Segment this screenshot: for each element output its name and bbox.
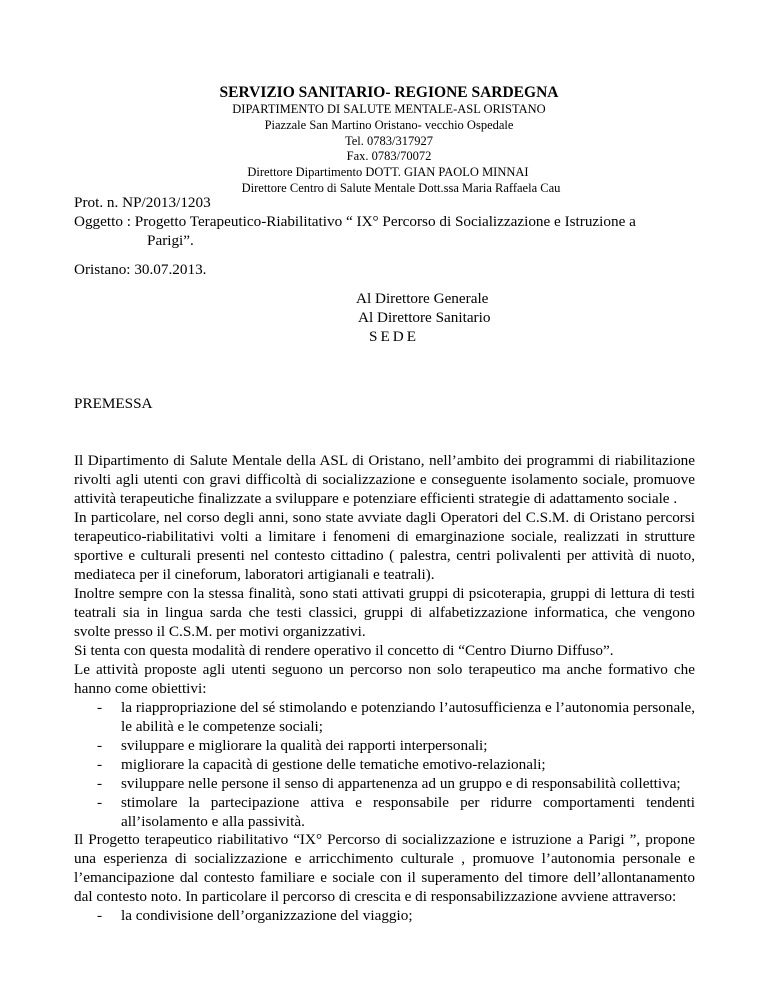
- dash-bullet: -: [97, 907, 103, 924]
- list-item: - sviluppare e migliorare la qualità dei rapporti interpersonali;: [97, 737, 488, 754]
- addressee-health-director: Al Direttore Sanitario: [358, 309, 491, 326]
- dash-bullet: -: [97, 794, 103, 811]
- document-date: Oristano: 30.07.2013.: [74, 261, 207, 278]
- department-director: Direttore Dipartimento DOTT. GIAN PAOLO MINNAI: [247, 165, 529, 180]
- body-text-2: [74, 830, 695, 925]
- body-text: [74, 451, 695, 831]
- list-item: - migliorare la capacità di gestione delle tematiche emotivo-relazionali;: [97, 756, 546, 773]
- address-line: Piazzale San Martino Oristano- vecchio Ospedale: [264, 117, 514, 132]
- fax-line: Fax. 0783/70072: [346, 149, 432, 164]
- paragraph-4: Si tenta con questa modalità di rendere operativo il concetto di “Centro Diurno Diffuso”.: [74, 642, 614, 659]
- department-name: DIPARTIMENTO DI SALUTE MENTALE-ASL ORISTANO: [232, 102, 546, 116]
- dash-bullet: -: [97, 775, 103, 792]
- paragraph-1: Il Dipartimento di Salute Mentale della ASL di Oristano, nell’ambito dei programmi di riabilitazione rivolti agli utenti con gravi difficoltà di socializzazione e conseguente isolamento sociale, promuove attività terapeutiche finalizzate a sviluppare e potenziare efficienti strategie di adattamento sociale .: [74, 452, 695, 507]
- telephone-line: Tel. 0783/317927: [344, 133, 433, 148]
- dash-bullet: -: [97, 737, 103, 754]
- list-item: - la condivisione dell’organizzazione del viaggio;: [97, 907, 413, 924]
- dash-bullet: -: [97, 699, 103, 716]
- section-title: PREMESSA: [74, 395, 153, 412]
- protocol-number: Prot. n. NP/2013/1203: [74, 194, 211, 211]
- objectives-list: [74, 698, 695, 831]
- paragraph-5: Le attività proposte agli utenti seguono un percorso non solo terapeutico ma anche formativo che hanno come obiettivi:: [74, 661, 695, 697]
- organization-name: SERVIZIO SANITARIO- REGIONE SARDEGNA: [219, 84, 559, 101]
- paragraph-2: In particolare, nel corso degli anni, sono state avviate dagli Operatori del C.S.M. di Oristano percorsi terapeutico-riabilitativi volti a limitare i fenomeni di emarginazione sociale, realizzati in strutture sportive e culturali presenti nel contesto cittadino ( palestra, centri polivalenti per attività di nuoto, mediateca per il cineforum, laboratori artigianali e teatrali).: [74, 509, 695, 583]
- addressee-general-director: Al Direttore Generale: [356, 290, 489, 307]
- list-item: - sviluppare nelle persone il senso di appartenenza ad un gruppo e di responsabilità collettiva;: [97, 775, 681, 792]
- dash-bullet: -: [97, 756, 103, 773]
- subject: [74, 212, 714, 250]
- addressee-block: [356, 289, 490, 346]
- subject-line-1: Oggetto : Progetto Terapeutico-Riabilitativo “ IX° Percorso di Socializzazione e Istruzione a: [74, 213, 636, 230]
- subject-line-2: Parigi”.: [147, 232, 194, 249]
- list-item: - stimolare la partecipazione attiva e responsabile per ridurre comportamenti tendenti all’isolamento e alla passività.: [97, 794, 695, 830]
- paragraph-6: Il Progetto terapeutico riabilitativo “IX° Percorso di socializzazione e istruzione a Parigi ”, propone una esperienza di socializzazione e arricchimento culturale , promuove l’autonomia personale e l’emancipazione dal contesto familiare e sociale con il superamento del timore dell’allontanamento dal contesto noto. In particolare il percorso di crescita e di responsabilizzazione avviene attraverso:: [74, 831, 695, 905]
- paragraph-3: Inoltre sempre con la stessa finalità, sono stati attivati gruppi di psicoterapia, gruppi di lettura di testi teatrali sia in lingua sarda che testi classici, gruppi di alfabetizzazione informatica, che vengono svolte presso il C.S.M. per motivi organizzativi.: [74, 585, 695, 640]
- addressee-seat: SEDE: [369, 328, 419, 345]
- means-list: [74, 906, 695, 925]
- list-item: - la riappropriazione del sé stimolando e potenziando l’autosufficienza e l’autonomia personale, le abilità e le competenze sociali;: [97, 699, 695, 735]
- center-director: Direttore Centro di Salute Mentale Dott.ssa Maria Raffaela Cau: [241, 180, 561, 195]
- letterhead: [0, 84, 768, 197]
